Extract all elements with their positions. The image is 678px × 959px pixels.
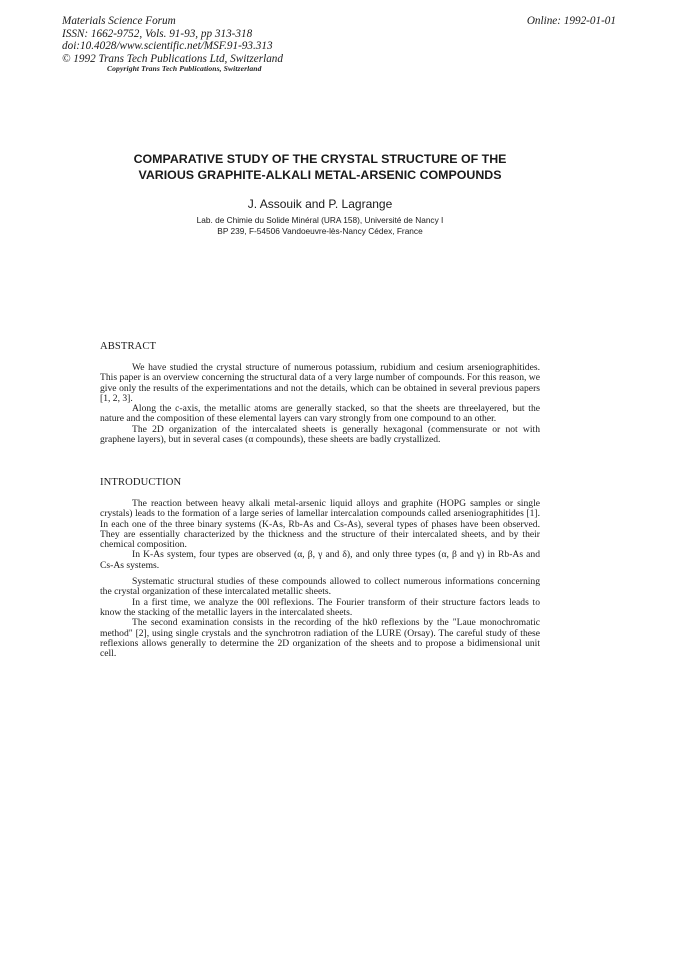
online-date: Online: 1992-01-01 — [526, 15, 616, 27]
paper-title-line-1: COMPARATIVE STUDY OF THE CRYSTAL STRUCTURE OF THE — [133, 152, 507, 166]
paper-title — [90, 151, 550, 183]
abstract-paragraph-1: We have studied the crystal structure of numerous potassium, rubidium and cesium arseniographitides. This paper is an overview concerning the structural data of a very large number of compounds. For this reason, we give only the results of the experimentations and not the details, which can be obtained in several previous papers [1, 2, 3]. — [100, 362, 540, 404]
abstract-paragraph-2: Along the c-axis, the metallic atoms are generally stacked, so that the sheets are threelayered, but the nature and the composition of these elemental layers can vary strongly from one compound to an other. — [100, 403, 540, 425]
intro-paragraph-4: In a first time, we analyze the 00l reflexions. The Fourier transform of their structure factors leads to know the stacking of the metallic layers in the intercalated sheets. — [100, 596, 540, 618]
journal-citation-block — [62, 15, 283, 65]
affiliation-line-1: Lab. de Chimie du Solide Minéral (URA 158), Université de Nancy I — [196, 215, 444, 225]
intro-paragraph-3: Systematic structural studies of these compounds allowed to collect numerous informations concerning the crystal organization of these intercalated metallic sheets. — [100, 576, 540, 598]
abstract-paragraph-3: The 2D organization of the intercalated sheets is generally hexagonal (commensurate or not with graphene layers), but in several cases (α compounds), these sheets are badly crystallized. — [100, 423, 540, 446]
issn-volume-pages: ISSN: 1662-9752, Vols. 91-93, pp 313-318 — [62, 27, 253, 40]
abstract-heading: ABSTRACT — [100, 341, 157, 352]
journal-name: Materials Science Forum — [62, 15, 176, 27]
publisher-copyright: © 1992 Trans Tech Publications Ltd, Switzerland — [62, 52, 283, 65]
intro-paragraph-1: The reaction between heavy alkali metal-arsenic liquid alloys and graphite (HOPG samples or single crystals) leads to the formation of a large series of lamellar intercalation compounds called arseniographitides [1]. In each one of the three binary systems (K-As, Rb-As and Cs-As), several types of phases have been observed. They are essentially characterized by the thickness and the structure of their intercalated sheets, and by their chemical composition. — [100, 498, 540, 551]
copyright-notice: Copyright Trans Tech Publications, Switzerland — [107, 64, 262, 73]
intro-paragraph-2: In K-As system, four types are observed (α, β, γ and δ), and only three types (α, β and γ) in Rb-As and Cs-As systems. — [100, 549, 540, 571]
affiliation — [90, 215, 550, 237]
intro-paragraph-5: The second examination consists in the recording of the hk0 reflexions by the "Laue monochromatic method" [2], using single crystals and the synchrotron radiation of the LURE (Orsay). The careful study of these reflexions allows generally to determine the 2D organization of the sheets and to propose a bidimensional unit cell. — [100, 617, 540, 660]
affiliation-line-2: BP 239, F-54506 Vandoeuvre-lès-Nancy Cédex, France — [217, 226, 423, 236]
doi-link[interactable]: doi:10.4028/www.scientific.net/MSF.91-93.313 — [62, 40, 273, 53]
paper-title-line-2: VARIOUS GRAPHITE-ALKALI METAL-ARSENIC COMPOUNDS — [138, 168, 502, 182]
abstract-body — [100, 363, 540, 445]
introduction-heading: INTRODUCTION — [100, 477, 182, 488]
introduction-body — [100, 499, 540, 659]
authors: J. Assouik and P. Lagrange — [247, 197, 393, 211]
